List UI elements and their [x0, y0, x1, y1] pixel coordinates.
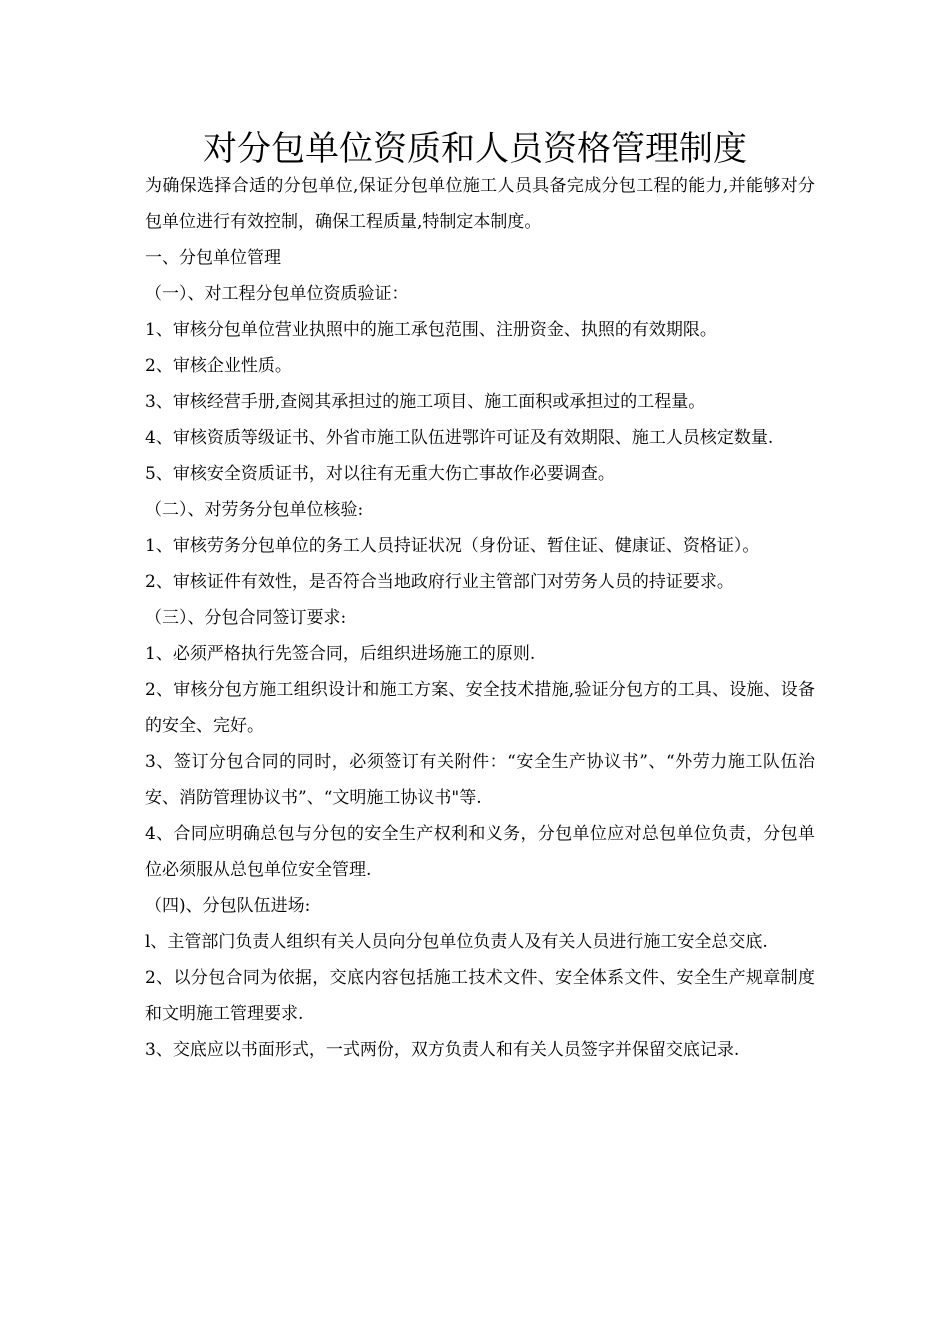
document-title: 对分包单位资质和人员资格管理制度 — [203, 129, 747, 169]
section-heading: 一、分包单位管理 — [145, 248, 281, 268]
subsection-heading: （四)、分包队伍进场: — [145, 896, 311, 916]
list-item: 4、合同应明确总包与分包的安全生产权利和义务，分包单位应对总包单位负责，分包单位必须服从总包单位安全管理. — [145, 824, 815, 880]
intro-paragraph: 为确保选择合适的分包单位,保证分包单位施工人员具备完成分包工程的能力,并能够对分包单位进行有效控制，确保工程质量,特制定本制度。 — [145, 176, 815, 232]
list-item: 3、审核经营手册,查阅其承担过的施工项目、施工面积或承担过的工程量。 — [145, 392, 706, 412]
list-item: 2、审核企业性质。 — [145, 356, 292, 376]
subsection-heading: （二）、对劳务分包单位核验: — [145, 500, 364, 520]
list-item: 2、以分包合同为依据，交底内容包括施工技术文件、安全体系文件、安全生产规章制度和文明施工管理要求. — [145, 968, 815, 1024]
list-item: 3、签订分包合同的同时，必须签订有关附件：“安全生产协议书”、“外劳力施工队伍治安、消防管理协议书”、“文明施工协议书"等. — [145, 752, 815, 808]
list-item: 1、必须严格执行先签合同，后组织进场施工的原则. — [145, 644, 536, 664]
list-item: 3、交底应以书面形式，一式两份，双方负责人和有关人员签字并保留交底记录. — [145, 1040, 740, 1060]
list-item: 2、审核证件有效性，是否符合当地政府行业主管部门对劳务人员的持证要求。 — [145, 572, 734, 592]
document-body — [145, 168, 815, 1068]
list-item: 5、审核安全资质证书，对以往有无重大伤亡事故作必要调查。 — [145, 464, 615, 484]
list-item: 2、审核分包方施工组织设计和施工方案、安全技术措施,验证分包方的工具、设施、设备的安全、完好。 — [145, 680, 815, 736]
list-item: l、主管部门负责人组织有关人员向分包单位负责人及有关人员进行施工安全总交底. — [145, 932, 768, 952]
list-item: 1、审核劳务分包单位的务工人员持证状况（身份证、暂住证、健康证、资格证）。 — [145, 536, 760, 556]
subsection-heading: （三）、分包合同签订要求: — [145, 608, 347, 628]
list-item: 1、审核分包单位营业执照中的施工承包范围、注册资金、执照的有效期限。 — [145, 320, 717, 340]
list-item: 4、审核资质等级证书、外省市施工队伍进鄂许可证及有效期限、施工人员核定数量. — [145, 428, 774, 448]
subsection-heading: （一）、对工程分包单位资质验证： — [145, 284, 409, 304]
